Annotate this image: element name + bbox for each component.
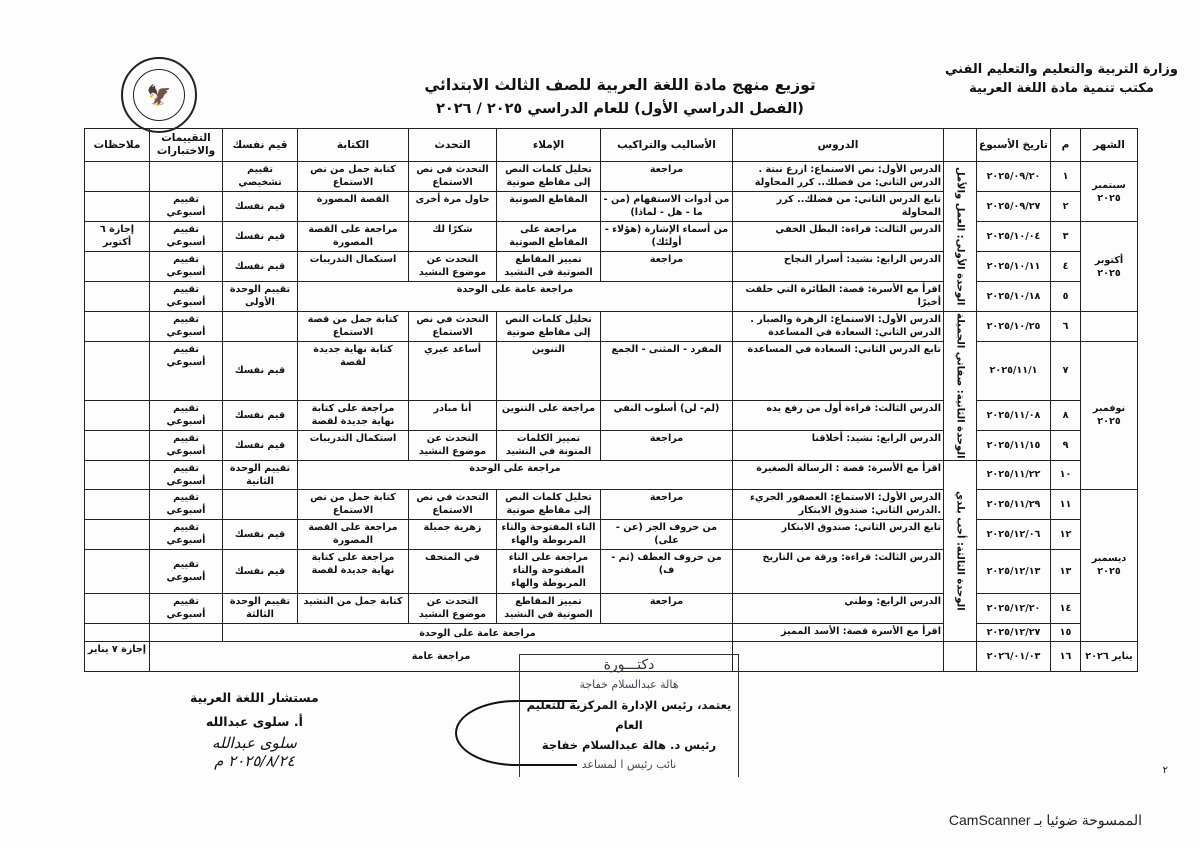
unit-cell: الوحدة الأولى: العمل والأمل <box>944 162 977 312</box>
stamp-name: هالة عبدالسلام خفاجة <box>579 678 679 691</box>
speaking-cell: شكرًا لك <box>409 222 497 252</box>
table-row <box>85 549 1138 593</box>
curriculum-table <box>84 128 1138 672</box>
styles-cell: مراجعة <box>601 430 733 460</box>
lesson-cell: تابع الدرس الثاني: من فضلك.. كرر المحاولة <box>733 192 944 222</box>
week-number: ١٦ <box>1051 641 1081 671</box>
lesson-cell: تابع الدرس الثاني: السعادة في المساعدة <box>733 342 944 401</box>
writing-cell: القصة المصورة <box>298 192 409 222</box>
week-number: ١٣ <box>1051 549 1081 593</box>
writing-cell: كتابة جمل من قصة الاستماع <box>298 312 409 342</box>
review-cell: مراجعة عامة <box>150 641 733 671</box>
table-row <box>85 162 1138 192</box>
self-assess-cell: تقييم تشخيصي <box>223 162 298 192</box>
lesson-cell: الدرس الرابع: نشيد: أخلاقنا <box>733 430 944 460</box>
week-date: ٢٠٢٥/٠٩/٢٠ <box>977 162 1051 192</box>
styles-cell: مراجعة <box>601 489 733 519</box>
title-line-1: توزيع منهج مادة اللغة العربية للصف الثالث الابتدائي <box>424 76 816 94</box>
table-row <box>85 342 1138 401</box>
week-number: ٣ <box>1051 222 1081 252</box>
writing-cell: كتابة نهاية جديدة لقصة <box>298 342 409 401</box>
header-notes: ملاحظات <box>85 129 150 162</box>
lesson-cell: الدرس الرابع: وطني <box>733 593 944 623</box>
speaking-cell: التحدث في نص الاستماع <box>409 162 497 192</box>
week-number: ١٥ <box>1051 623 1081 641</box>
week-number: ١٤ <box>1051 593 1081 623</box>
styles-cell: مراجعة <box>601 162 733 192</box>
dictation-cell: مراجعة على المقاطع الصوتية <box>497 222 601 252</box>
week-date: ٢٠٢٥/١١/٠٨ <box>977 400 1051 430</box>
styles-cell: (لم- لن) أسلوب النفي <box>601 400 733 430</box>
self-assess-cell: تقييم الوحدة الثالثة <box>223 593 298 623</box>
header-assessments: التقييمات والاختبارات <box>150 129 223 162</box>
speaking-cell: التحدث في نص الاستماع <box>409 312 497 342</box>
week-number: ١ <box>1051 162 1081 192</box>
table-row <box>85 430 1138 460</box>
writing-cell: مراجعة على القصة المصورة <box>298 519 409 549</box>
dictation-cell: تحليل كلمات النص إلى مقاطع صوتية <box>497 162 601 192</box>
table-row <box>85 312 1138 342</box>
self-assess-cell: قيم نفسك <box>223 400 298 430</box>
assessment-cell: تقييم أسبوعي <box>150 222 223 252</box>
unit-cell: الوحدة الثانية: صفاتي الجميلة <box>944 312 977 461</box>
self-assess-cell: قيم نفسك <box>223 222 298 252</box>
dictation-cell: التاء المفتوحة والتاء المربوطة والهاء <box>497 519 601 549</box>
table-row <box>85 222 1138 252</box>
header-unit <box>944 129 977 162</box>
week-date: ٢٠٢٥/١٢/١٣ <box>977 549 1051 593</box>
self-assess-cell <box>223 489 298 519</box>
lesson-cell <box>733 641 944 671</box>
lesson-cell: الدرس الثالث: قراءة أول من رفع يده <box>733 400 944 430</box>
header-week-date: تاريخ الأسبوع <box>977 129 1051 162</box>
week-date: ٢٠٢٥/١٢/٢٠ <box>977 593 1051 623</box>
lesson-cell: الدرس الأول: نص الاستماع: ازرع نبتة . الدرس الثاني: من فضلك.. كرر المحاولة <box>733 162 944 192</box>
writing-cell: مراجعة على كتابة نهاية جديدة لقصة <box>298 400 409 430</box>
table-row <box>85 192 1138 222</box>
ministry-emblem-icon <box>121 57 197 133</box>
month-cell-empty <box>1081 312 1138 342</box>
header-number: م <box>1051 129 1081 162</box>
speaking-cell: زهرية جميلة <box>409 519 497 549</box>
writing-cell: مراجعة على القصة المصورة <box>298 222 409 252</box>
assessment-cell: تقييم أسبوعي <box>150 342 223 401</box>
styles-cell: من أدوات الاستفهام (من - ما - هل - لماذا) <box>601 192 733 222</box>
speaking-cell: أساعد غيري <box>409 342 497 401</box>
self-assess-cell <box>223 312 298 342</box>
table-row <box>85 593 1138 623</box>
self-assess-cell: قيم نفسك <box>223 252 298 282</box>
unit-cell-empty <box>944 641 977 671</box>
writing-cell: كتابة جمل من النشيد <box>298 593 409 623</box>
speaking-cell: في المتحف <box>409 549 497 593</box>
month-cell: ديسمبر ٢٠٢٥ <box>1081 489 1138 641</box>
dictation-cell: تحليل كلمات النص إلى مقاطع صوتية <box>497 312 601 342</box>
dictation-cell: المقاطع الصوتية <box>497 192 601 222</box>
advisor-signature-date: ٢٠٢٥/٨/٢٤ م <box>214 752 295 770</box>
advisor-name: أ. سلوى عبدالله <box>205 714 303 729</box>
month-cell: نوفمبر ٢٠٢٥ <box>1081 342 1138 490</box>
lesson-cell: الدرس الثالث: قراءة: البطل الخفي <box>733 222 944 252</box>
self-assess-cell: تقييم الوحدة الأولى <box>223 282 298 312</box>
notes-cell <box>85 282 150 312</box>
advisor-title: مستشار اللغة العربية <box>190 690 319 705</box>
speaking-cell: التحدث عن موضوع النشيد <box>409 252 497 282</box>
notes-cell <box>85 312 150 342</box>
lesson-cell: الدرس الثالث: قراءة: ورقة من التاريخ <box>733 549 944 593</box>
self-assess-cell: قيم نفسك <box>223 192 298 222</box>
stamp-footer: نائب رئيس ا لمساعد <box>581 758 677 771</box>
lesson-cell: الدرس الأول: الاستماع: الزهرة والصبار . الدرس الثاني: السعادة في المساعدة <box>733 312 944 342</box>
writing-cell: مراجعة على كتابة نهاية جديدة لقصة <box>298 549 409 593</box>
self-assess-cell: تقييم الوحدة الثانية <box>223 460 298 489</box>
week-date: ٢٠٢٥/١١/١ <box>977 342 1051 401</box>
advisor-handwritten-signature: سلوى عبدالله <box>211 734 297 752</box>
office-name: مكتب تنمية مادة اللغة العربية <box>969 81 1154 96</box>
title-line-2: (الفصل الدراسي الأول) للعام الدراسي ٢٠٢٥ / ٢٠٢٦ <box>436 101 804 117</box>
notes-cell <box>85 593 150 623</box>
notes-cell <box>85 342 150 401</box>
assessment-cell: تقييم أسبوعي <box>150 430 223 460</box>
ministry-name: وزارة التربية والتعليم والتعليم الفني <box>945 62 1178 77</box>
lesson-cell: الدرس الرابع: نشيد: أسرار النجاح <box>733 252 944 282</box>
camscanner-watermark: الممسوحة ضوئيا بـ CamScanner <box>948 812 1142 828</box>
dictation-cell: تحليل كلمات النص إلى مقاطع صوتية <box>497 489 601 519</box>
assessment-cell <box>150 623 223 641</box>
dictation-cell: تمييز المقاطع الصوتية في النشيد <box>497 252 601 282</box>
week-date: ٢٠٢٥/١٢/٢٧ <box>977 623 1051 641</box>
lesson-cell: اقرأ مع الأسرة قصة: الأسد المميز <box>733 623 944 641</box>
table-row <box>85 460 1138 489</box>
assessment-cell: تقييم أسبوعي <box>150 593 223 623</box>
header-writing: الكتابة <box>298 129 409 162</box>
styles-cell: من أسماء الإشارة (هؤلاء - أولئك) <box>601 222 733 252</box>
dictation-cell: مراجعة على التاء المفتوحة والتاء المربوطة والهاء <box>497 549 601 593</box>
self-assess-cell: قيم نفسك <box>223 342 298 401</box>
notes-cell <box>85 519 150 549</box>
writing-cell: كتابة جمل من نص الاستماع <box>298 489 409 519</box>
styles-cell: من حروف العطف (ثم - ف) <box>601 549 733 593</box>
notes-cell: إجازة ٦ أكتوبر <box>85 222 150 252</box>
table-row <box>85 400 1138 430</box>
lesson-cell: تابع الدرس الثاني: صندوق الابتكار <box>733 519 944 549</box>
assessment-cell: تقييم أسبوعي <box>150 460 223 489</box>
notes-cell <box>85 430 150 460</box>
styles-cell: من حروف الجر (عن - على) <box>601 519 733 549</box>
dictation-cell: مراجعة على التنوين <box>497 400 601 430</box>
week-number: ٩ <box>1051 430 1081 460</box>
month-cell: سبتمبر ٢٠٢٥ <box>1081 162 1138 222</box>
eagle-icon: 🦅 <box>133 69 185 121</box>
speaking-cell: أنا مبادر <box>409 400 497 430</box>
week-number: ٧ <box>1051 342 1081 401</box>
table-row <box>85 282 1138 312</box>
week-number: ١١ <box>1051 489 1081 519</box>
assessment-cell: تقييم أسبوعي <box>150 252 223 282</box>
unit-cell: الوحدة الثالثة: أحب بلدي <box>944 460 977 641</box>
writing-cell: استكمال التدريبات <box>298 430 409 460</box>
week-number: ٢ <box>1051 192 1081 222</box>
table-row <box>85 489 1138 519</box>
approval-line: يعتمد، رئيس الإدارة المركزية للتعليم العام <box>526 698 732 732</box>
dictation-cell: تمييز المقاطع الصوتية في النشيد <box>497 593 601 623</box>
table-row <box>85 519 1138 549</box>
header-self-assess: قيم نفسك <box>223 129 298 162</box>
advisor-signature-block <box>190 686 319 770</box>
assessment-cell: تقييم أسبوعي <box>150 312 223 342</box>
week-number: ٤ <box>1051 252 1081 282</box>
notes-cell <box>85 252 150 282</box>
table-row <box>85 252 1138 282</box>
week-date: ٢٠٢٥/١١/٢٩ <box>977 489 1051 519</box>
document-title <box>410 73 830 121</box>
header-speaking: التحدث <box>409 129 497 162</box>
header-month: الشهر <box>1081 129 1138 162</box>
lesson-cell: اقرأ مع الأسرة: قصة: الطائرة التي حلقت أخيرًا <box>733 282 944 312</box>
notes-cell <box>85 162 150 192</box>
week-date: ٢٠٢٦/٠١/٠٣ <box>977 641 1051 671</box>
notes-cell <box>85 460 150 489</box>
week-date: ٢٠٢٥/١١/١٥ <box>977 430 1051 460</box>
writing-cell: استكمال التدريبات <box>298 252 409 282</box>
self-assess-cell: قيم نفسك <box>223 519 298 549</box>
styles-cell: المفرد - المثنى - الجمع <box>601 342 733 401</box>
approver-name: رئيس د. هالة عبدالسلام خفاجة <box>541 738 717 752</box>
header-dictation: الإملاء <box>497 129 601 162</box>
approval-stamp <box>519 654 739 777</box>
notes-cell <box>85 623 150 641</box>
notes-cell <box>85 549 150 593</box>
week-date: ٢٠٢٥/١٠/١١ <box>977 252 1051 282</box>
table-row <box>85 623 1138 641</box>
speaking-cell: حاول مرة أخرى <box>409 192 497 222</box>
styles-cell <box>601 312 733 342</box>
ministry-header <box>945 60 1178 98</box>
week-number: ١٢ <box>1051 519 1081 549</box>
header-styles: الأساليب والتراكيب <box>601 129 733 162</box>
week-date: ٢٠٢٥/١٠/١٨ <box>977 282 1051 312</box>
review-cell: مراجعة عامة على الوحدة <box>298 282 733 312</box>
stamp-title: دكتـــورة <box>603 657 655 673</box>
week-number: ١٠ <box>1051 460 1081 489</box>
styles-cell: مراجعة <box>601 252 733 282</box>
week-number: ٨ <box>1051 400 1081 430</box>
self-assess-cell: قيم نفسك <box>223 549 298 593</box>
week-date: ٢٠٢٥/٠٩/٢٧ <box>977 192 1051 222</box>
review-cell: مراجعة عامة على الوحدة <box>223 623 733 641</box>
dictation-cell: التنوين <box>497 342 601 401</box>
speaking-cell: التحدث في نص الاستماع <box>409 489 497 519</box>
lesson-cell: اقرأ مع الأسرة: قصة : الرسالة الصغيرة <box>733 460 944 489</box>
assessment-cell: تقييم أسبوعي <box>150 400 223 430</box>
assessment-cell: تقييم أسبوعي <box>150 519 223 549</box>
page-number: ٢ <box>1162 765 1168 776</box>
week-number: ٦ <box>1051 312 1081 342</box>
header-lessons: الدروس <box>733 129 944 162</box>
notes-cell <box>85 192 150 222</box>
assessment-cell: تقييم أسبوعي <box>150 282 223 312</box>
notes-cell <box>85 400 150 430</box>
review-cell: مراجعة على الوحدة <box>298 460 733 489</box>
notes-cell: إجازة ٧ يناير <box>85 641 150 671</box>
month-cell: أكتوبر ٢٠٢٥ <box>1081 222 1138 312</box>
assessment-cell: تقييم أسبوعي <box>150 192 223 222</box>
lesson-cell: الدرس الأول: الاستماع: العصفور الجريء .الدرس الثاني: صندوق الابتكار <box>733 489 944 519</box>
speaking-cell: التحدث عن موضوع النشيد <box>409 593 497 623</box>
dictation-cell: تمييز الكلمات المنونة في النشيد <box>497 430 601 460</box>
writing-cell: كتابة جمل من نص الاستماع <box>298 162 409 192</box>
self-assess-cell: قيم نفسك <box>223 430 298 460</box>
week-number: ٥ <box>1051 282 1081 312</box>
week-date: ٢٠٢٥/١٠/٠٤ <box>977 222 1051 252</box>
week-date: ٢٠٢٥/١٢/٠٦ <box>977 519 1051 549</box>
assessment-cell: تقييم أسبوعي <box>150 549 223 593</box>
notes-cell <box>85 489 150 519</box>
month-cell: يناير ٢٠٢٦ <box>1081 641 1138 671</box>
assessment-cell <box>150 162 223 192</box>
table-header-row <box>85 129 1138 162</box>
week-date: ٢٠٢٥/١١/٢٢ <box>977 460 1051 489</box>
assessment-cell: تقييم أسبوعي <box>150 489 223 519</box>
speaking-cell: التحدث عن موضوع النشيد <box>409 430 497 460</box>
week-date: ٢٠٢٥/١٠/٢٥ <box>977 312 1051 342</box>
styles-cell: مراجعة <box>601 593 733 623</box>
